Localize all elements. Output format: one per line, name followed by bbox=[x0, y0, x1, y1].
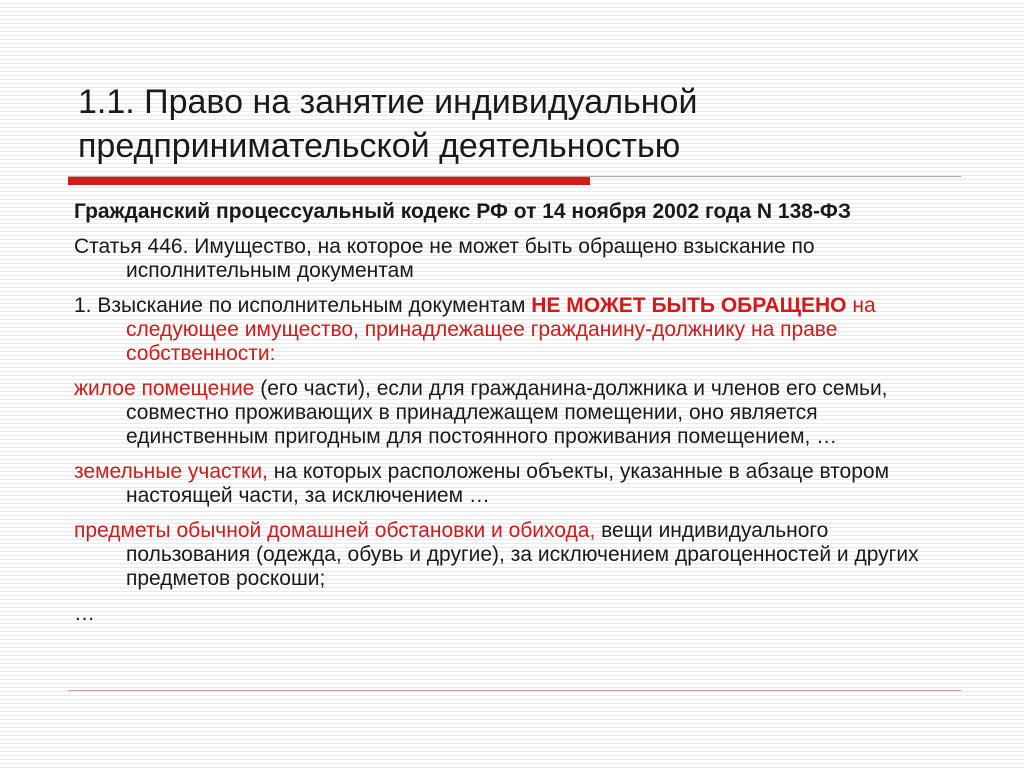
clause-paragraph bbox=[74, 294, 954, 366]
code-heading: Гражданский процессуальный кодекс РФ от 14 ноября 2002 года N 138-ФЗ bbox=[74, 200, 852, 223]
clause-lead: 1. Взыскание по исполнительным документам bbox=[74, 294, 526, 317]
bottom-divider-line bbox=[68, 690, 961, 691]
clause-rest: на следующее имущество, принадлежащее гражданину-должнику на праве собственности: bbox=[126, 294, 876, 365]
title-line-1: 1.1. Право на занятие индивидуальной bbox=[78, 83, 698, 121]
item-highlight: предметы обычной домашней обстановки и обихода, bbox=[74, 519, 596, 542]
slide-body bbox=[74, 200, 954, 637]
item-highlight: жилое помещение bbox=[74, 377, 255, 400]
item-text: на которых расположены объекты, указанные в абзаце втором настоящей части, за исключением … bbox=[126, 460, 890, 507]
item-highlight: земельные участки, bbox=[74, 460, 268, 483]
item-text: вещи индивидуального пользования (одежда, обувь и другие), за исключением драгоценностей и других предметов роскоши; bbox=[126, 519, 919, 590]
ellipsis: … bbox=[74, 602, 95, 625]
title-accent-bar bbox=[68, 177, 590, 185]
list-item bbox=[74, 519, 954, 591]
clause-emphasis: НЕ МОЖЕТ БЫТЬ ОБРАЩЕНО bbox=[531, 294, 847, 317]
article-heading: Статья 446. Имущество, на которое не может быть обращено взыскание по исполнительным документам bbox=[74, 235, 815, 282]
list-item bbox=[74, 377, 954, 449]
item-text: (его части), если для гражданина-должника и членов его семьи, совместно проживающих в принадлежащем помещении, оно является единственным пригодным для постоянного проживания помещением, … bbox=[126, 377, 888, 448]
list-item bbox=[74, 460, 954, 508]
slide-title bbox=[78, 80, 958, 168]
title-line-2: предпринимательской деятельностью bbox=[78, 127, 681, 165]
